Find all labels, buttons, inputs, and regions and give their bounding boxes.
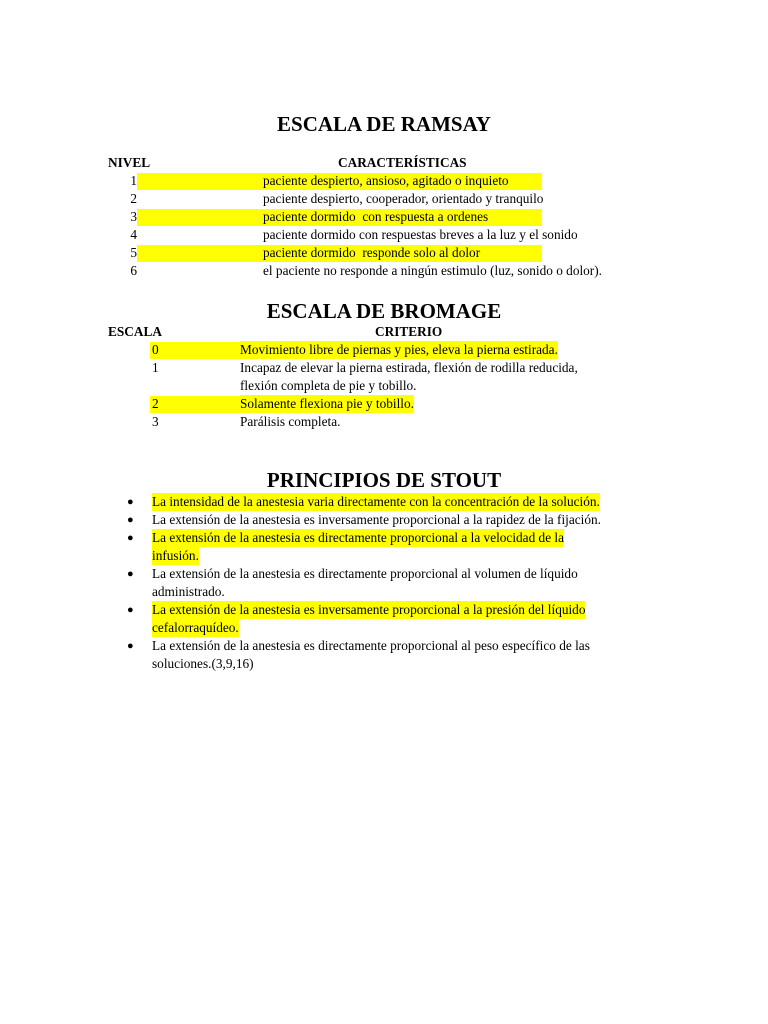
bromage-escala-highlight [150, 396, 240, 413]
bromage-row-criterio: flexión completa de pie y tobillo. [240, 378, 417, 393]
stout-item-text: soluciones.(3,9,16) [152, 656, 254, 671]
ramsay-row-text: el paciente no responde a ningún estimulo (luz, sonido o dolor). [263, 263, 602, 278]
bullet-icon: ● [127, 496, 134, 508]
stout-item-text: La extensión de la anestesia es directamente proporcional a la velocidad de la [152, 530, 565, 545]
bromage-escala-highlight [150, 342, 240, 359]
stout-item-text: La extensión de la anestesia es inversamente proporcional a la presión del líquido [152, 602, 586, 617]
bromage-row-criterio: Incapaz de elevar la pierna estirada, flexión de rodilla reducida, [240, 360, 578, 375]
bromage-row-criterio: Parálisis completa. [240, 414, 341, 429]
ramsay-row-text: paciente dormido con respuesta a ordenes [263, 209, 489, 224]
ramsay-title: ESCALA DE RAMSAY [277, 112, 491, 136]
bullet-icon: ● [127, 514, 134, 526]
stout-item-text: La extensión de la anestesia es directamente proporcional al volumen de líquido [152, 566, 578, 581]
ramsay-row-nivel: 1 [130, 173, 137, 188]
stout-item-text: La intensidad de la anestesia varia directamente con la concentración de la solución. [152, 494, 600, 509]
ramsay-row-nivel: 5 [130, 245, 137, 260]
bromage-col-criterio: CRITERIO [375, 324, 443, 339]
bromage-row-escala: 1 [152, 360, 159, 375]
ramsay-row-text: paciente dormido responde solo al dolor [263, 245, 481, 260]
ramsay-row-text: paciente despierto, cooperador, orientado y tranquilo [263, 191, 544, 206]
bromage-col-escala: ESCALA [108, 324, 162, 339]
ramsay-col-nivel: NIVEL [108, 155, 151, 170]
ramsay-col-caracteristicas: CARACTERÍSTICAS [338, 155, 467, 170]
stout-item-text: cefalorraquídeo. [152, 620, 239, 635]
bromage-row-escala: 0 [152, 342, 159, 357]
bromage-title: ESCALA DE BROMAGE [266, 299, 502, 323]
stout-title: PRINCIPIOS DE STOUT [266, 468, 502, 492]
ramsay-row-nivel: 4 [130, 227, 137, 242]
bromage-row-escala: 3 [152, 414, 159, 429]
stout-item-text: La extensión de la anestesia es inversamente proporcional a la rapidez de la fijación. [152, 512, 601, 527]
bullet-icon: ● [127, 568, 134, 580]
bullet-icon: ● [127, 640, 134, 652]
stout-item-text: administrado. [152, 584, 225, 599]
ramsay-row-nivel: 2 [130, 191, 137, 206]
bullet-icon: ● [127, 604, 134, 616]
bromage-row-criterio: Solamente flexiona pie y tobillo. [240, 396, 414, 411]
bromage-row-escala: 2 [152, 396, 159, 411]
bromage-row-criterio: Movimiento libre de piernas y pies, eleva la pierna estirada. [240, 342, 558, 357]
ramsay-row-nivel: 6 [130, 263, 137, 278]
ramsay-row-text: paciente dormido con respuestas breves a la luz y el sonido [263, 227, 578, 242]
ramsay-row-nivel: 3 [130, 209, 137, 224]
ramsay-row-text: paciente despierto, ansioso, agitado o inquieto [263, 173, 509, 188]
stout-item-text: infusión. [152, 548, 199, 563]
stout-item-text: La extensión de la anestesia es directamente proporcional al peso específico de las [152, 638, 590, 653]
bullet-icon: ● [127, 532, 134, 544]
